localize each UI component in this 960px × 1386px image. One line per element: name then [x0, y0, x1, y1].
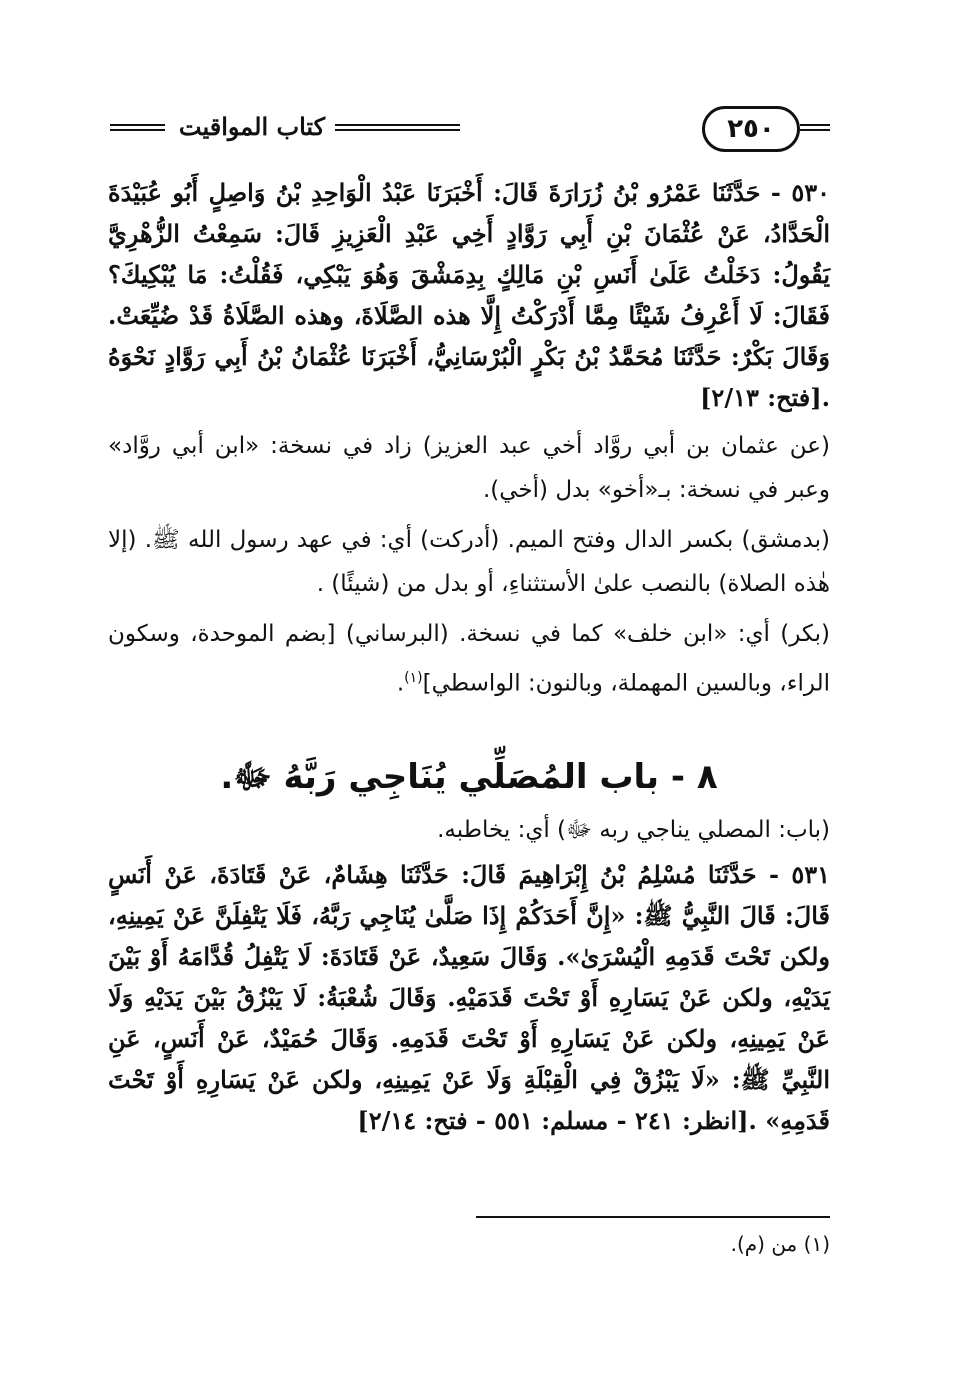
header-rule-middle	[335, 124, 460, 134]
commentary-paragraph-3-text: (بكر) أي: «ابن خلف» كما في نسخة. (البرساني) [بضم الموحدة، وسكون الراء، وبالسين المهملة، وبالنون: الواسطي]	[108, 621, 830, 697]
hadith-531: ٥٣١ - حَدَّثَنَا مُسْلِمُ بْنُ إِبْرَاهِيمَ قَالَ: حَدَّثَنَا هِشَامٌ، عَنْ قَتَادَةَ، عَنْ أَنَسٍ قَالَ: قَالَ النَّبِيُّ ﷺ: «إِنَّ أَحَدَكُمْ إِذَا صَلَّىٰ يُنَاجِي رَبَّهُ، فَلَا يَتْفِلَنَّ عَنْ يَمِينِهِ، ولكن تَحْتَ قَدَمِهِ الْيُسْرَىٰ». وَقَالَ سَعِيدٌ، عَنْ قَتَادَةَ: لَا يَتْفِلُ قُدَّامَهُ أَوْ بَيْنَ يَدَيْهِ، ولكن عَنْ يَسَارِهِ أَوْ تَحْتَ قَدَمَيْهِ. وَقَالَ شُعْبَةُ: لَا يَبْزُقُ بَيْنَ يَدَيْهِ وَلَا عَنْ يَمِينِهِ، ولكن عَنْ يَسَارِهِ أَوْ تَحْتَ قَدَمِهِ. وَقَالَ حُمَيْدٌ، عَنْ أَنَسٍ، عَنِ النَّبِيِّ ﷺ: «لَا يَبْزُقْ فِي الْقِبْلَةِ وَلَا عَنْ يَمِينِهِ، ولكن عَنْ يَسَارِهِ أَوْ تَحْتَ قَدَمِهِ» .[انظر: ٢٤١ - مسلم: ٥٥١ - فتح: ٢/١٤]	[108, 859, 830, 1135]
page-body	[108, 172, 830, 1147]
commentary-paragraph-3: (بكر) أي: «ابن خلف» كما في نسخة. (البرساني) [بضم الموحدة، وسكون الراء، وبالسين المهملة، وبالنون: الواسطي]$^{(١)}$.	[108, 621, 830, 697]
chapter-commentary: (باب: المصلي يناجي ربه ﷻ) أي: يخاطبه.	[437, 816, 830, 843]
commentary-paragraph-2: (بدمشق) بكسر الدال وفتح الميم. (أدركت) أي: في عهد رسول الله ﷺ. (إلا هٰذه الصلاة) بالنصب علىٰ الأستثناءِ، أو بدل من (شيئًا) .	[108, 527, 830, 597]
page-header	[110, 104, 830, 156]
book-title: كتاب المواقيت	[178, 112, 326, 141]
footnote-1: (١) من (م).	[730, 1232, 830, 1256]
header-rule-right	[800, 124, 830, 134]
header-rule-left	[110, 124, 165, 134]
footnote-divider	[476, 1216, 830, 1218]
chapter-title: ٨ - باب المُصَلِّي يُنَاجِي رَبَّهُ ﷻ.	[220, 756, 718, 797]
footnote-reference: (١)	[404, 670, 423, 686]
page-number: ٢٥٠	[702, 106, 800, 152]
hadith-530: ٥٣٠ - حَدَّثَنَا عَمْرُو بْنُ زُرَارَةَ قَالَ: أَخْبَرَنَا عَبْدُ الْوَاحِدِ بْنُ وَاصِلٍ أَبُو عُبَيْدَةَ الْحَدَّادُ، عَنْ عُثْمَانَ بْنِ أَبِي رَوَّادٍ أَخِي عَبْدِ الْعَزِيزِ قَالَ: سَمِعْتُ الزُّهْرِيَّ يَقُولُ: دَخَلْتُ عَلَىٰ أَنَسِ بْنِ مَالِكٍ بِدِمَشْقَ وَهُوَ يَبْكِي، فَقُلْتُ: مَا يُبْكِيكَ؟ فَقَالَ: لَا أَعْرِفُ شَيْئًا مِمَّا أَدْرَكْتُ إِلَّا هذه الصَّلَاةَ، وهذه الصَّلَاةُ قَدْ ضُيِّعَتْ. وَقَالَ بَكْرٌ: حَدَّثَنَا مُحَمَّدُ بْنُ بَكْرٍ الْبُرْسَانِيُّ، أَخْبَرَنَا عُثْمَانُ بْنُ أَبِي رَوَّادٍ نَحْوَهُ .[فتح: ٢/١٣]	[108, 178, 830, 412]
commentary-paragraph-1: (عن عثمان بن أبي روَّاد أخي عبد العزيز) زاد في نسخة: «ابن أبي روَّاد» وعبر في نسخة: بـ«أخو» بدل (أخي).	[108, 433, 830, 503]
